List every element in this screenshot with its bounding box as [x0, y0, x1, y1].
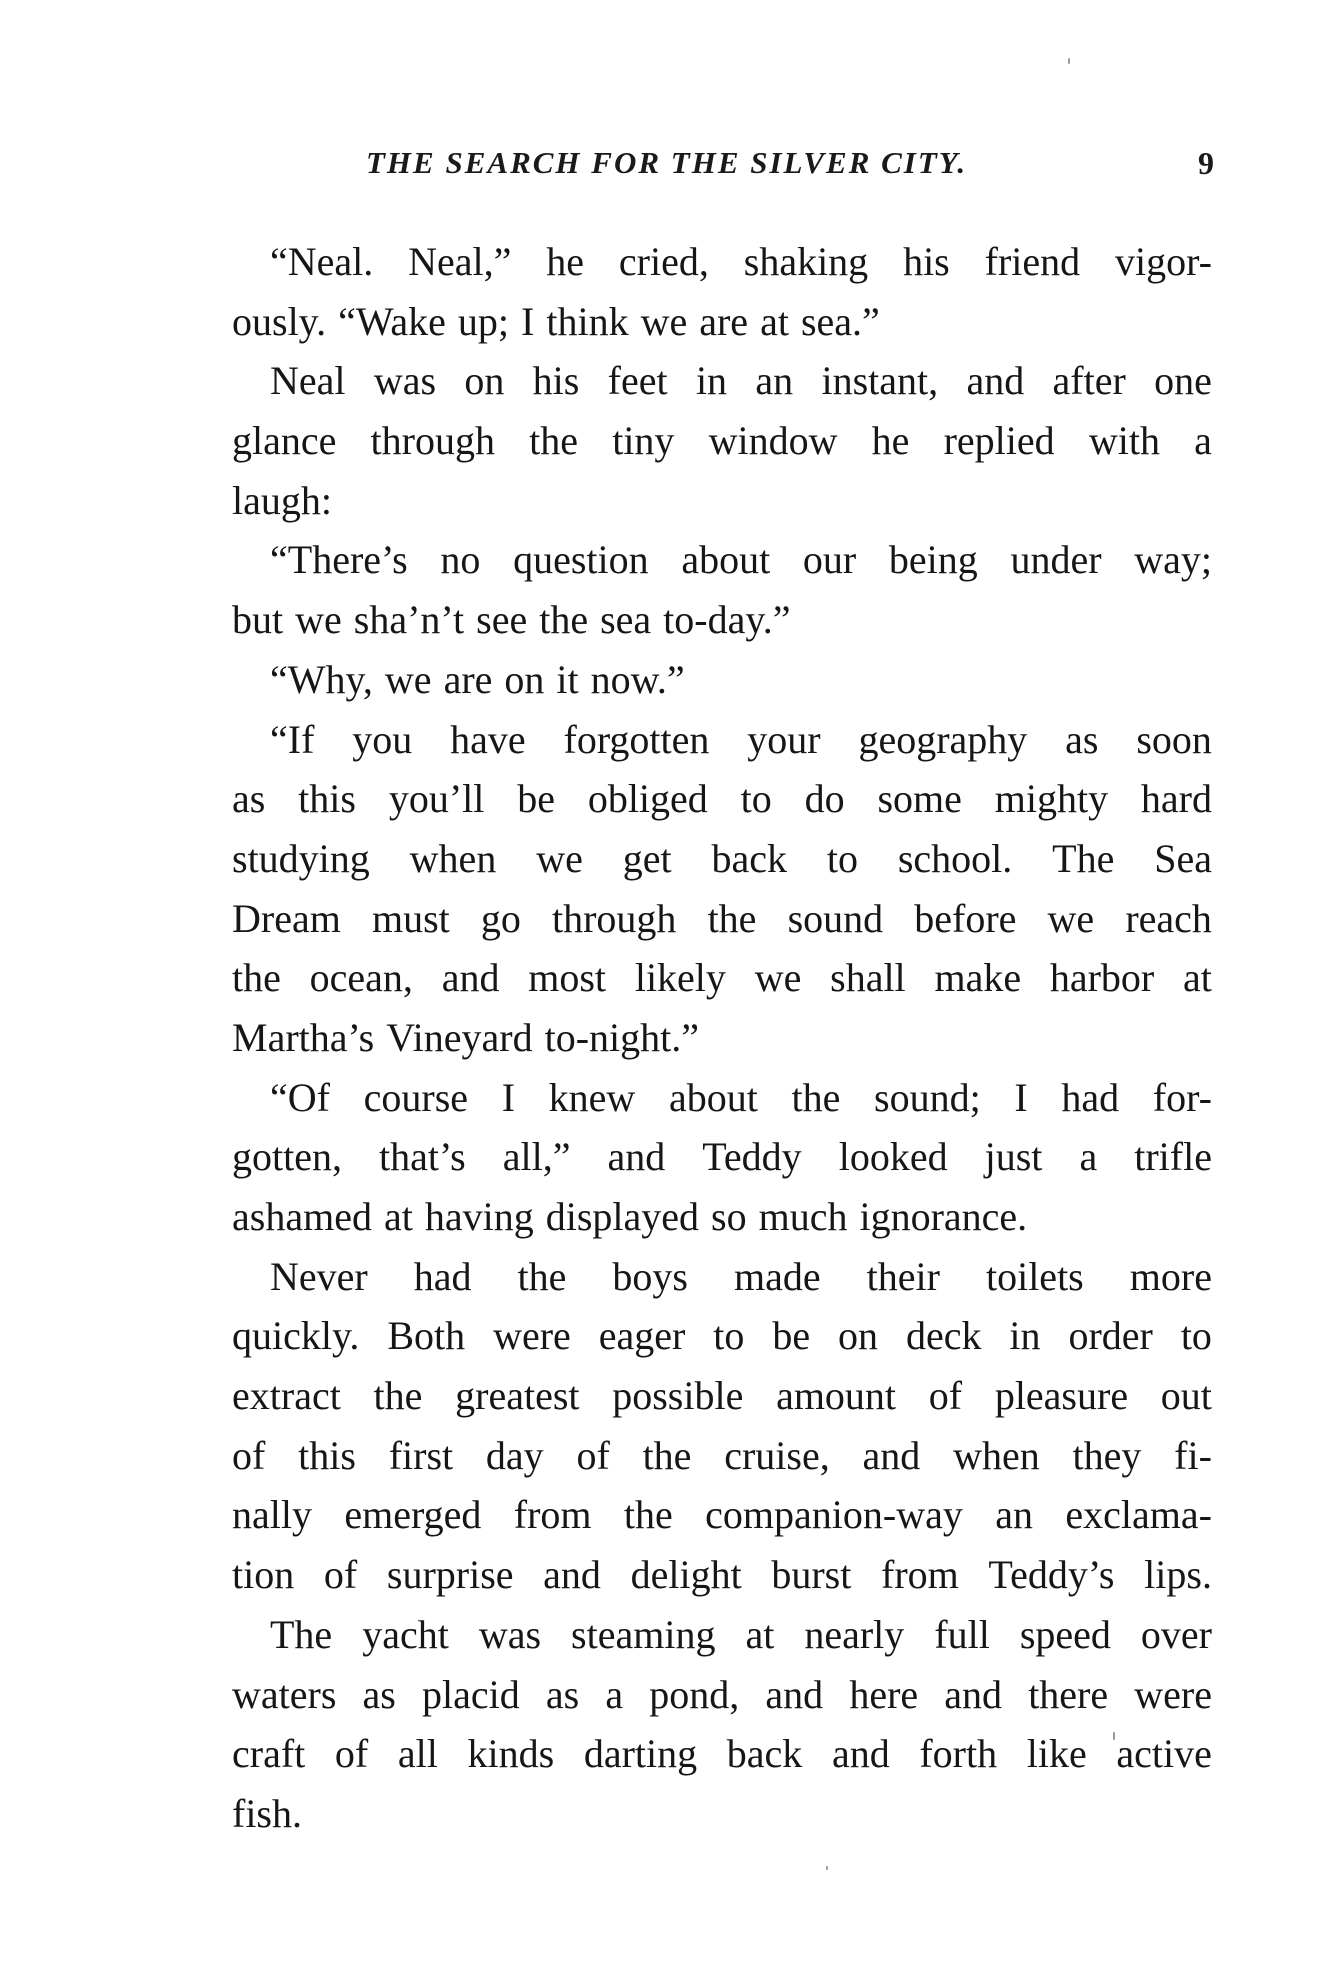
text-line [232, 889, 1212, 949]
word: like [1026, 1731, 1087, 1777]
word: question [513, 537, 649, 583]
word: lips. [1144, 1552, 1212, 1598]
word: to-night.” [544, 1014, 700, 1060]
text-line [232, 1724, 1212, 1784]
word: make [934, 955, 1022, 1001]
word: The [270, 1611, 333, 1657]
word: Teddy [702, 1134, 802, 1180]
word: sound [787, 895, 884, 941]
word: tiny [612, 418, 675, 464]
word: craft [232, 1731, 306, 1777]
word: his [532, 358, 580, 404]
word: under [1010, 537, 1102, 583]
word: emerged [344, 1492, 482, 1538]
word: greatest [455, 1373, 580, 1419]
word: after [1052, 358, 1126, 404]
word: fish. [232, 1790, 302, 1836]
word: I [501, 1074, 516, 1120]
text-line [232, 1545, 1212, 1605]
word: most [528, 955, 607, 1001]
word: more [1129, 1253, 1212, 1299]
word: friend [984, 239, 1081, 284]
word: see [476, 597, 528, 643]
word: in [1009, 1313, 1041, 1359]
word: at [383, 1194, 413, 1239]
text-line [232, 530, 1212, 590]
word: and [543, 1552, 601, 1598]
word: as [362, 1671, 396, 1717]
word: likely [634, 955, 726, 1001]
word: geography [858, 716, 1028, 762]
word: get [622, 835, 672, 881]
page-number: 9 [1198, 145, 1214, 181]
text-line [232, 1366, 1212, 1426]
word: toilets [985, 1253, 1084, 1299]
word: window [708, 418, 838, 464]
word: instant, [821, 358, 939, 404]
text-line [232, 292, 1212, 352]
word: displayed [545, 1194, 700, 1239]
word: when [953, 1432, 1040, 1478]
word: through [552, 895, 677, 941]
word: through [370, 418, 495, 464]
text-line [232, 829, 1212, 889]
word: shall [830, 955, 906, 1001]
word: over [1140, 1611, 1212, 1657]
word: cried, [618, 239, 709, 284]
word: this [298, 776, 356, 822]
word: we [384, 656, 432, 702]
word: replied [943, 418, 1055, 464]
text-line [232, 710, 1212, 770]
word: to [1180, 1313, 1212, 1359]
word: and [831, 1731, 890, 1777]
word: a [605, 1671, 624, 1717]
word: yacht [362, 1611, 449, 1657]
word: the [232, 955, 281, 1001]
word: course [363, 1074, 469, 1120]
text-line [232, 1247, 1212, 1307]
word: pond, [649, 1671, 740, 1717]
text-line [232, 471, 1212, 531]
word: we [640, 298, 688, 344]
word: forth [919, 1731, 998, 1777]
word: Martha’s [232, 1014, 375, 1060]
word: to [740, 776, 772, 822]
text-line [232, 232, 1212, 292]
word: so [711, 1194, 747, 1239]
word: a [1194, 418, 1212, 464]
word: we [536, 835, 583, 881]
text-line [232, 1426, 1212, 1486]
word: the [642, 1432, 692, 1478]
word: Neal,” [408, 239, 512, 284]
word: all,” [502, 1134, 571, 1180]
word: back [726, 1731, 803, 1777]
word: soon [1136, 716, 1212, 762]
word: exclama- [1065, 1492, 1212, 1538]
word: active [1116, 1731, 1212, 1777]
word: some [877, 776, 962, 822]
running-head [234, 145, 1214, 189]
word: vigor- [1115, 239, 1212, 284]
body-text [232, 232, 1212, 1844]
word: “Why, [270, 656, 373, 702]
word: in [695, 358, 728, 404]
word: one [1154, 358, 1212, 404]
word: companion-way [705, 1492, 963, 1538]
word: studying [232, 835, 370, 881]
word: forgotten [563, 716, 710, 762]
word: you [352, 716, 413, 762]
word: “There’s [270, 537, 408, 583]
word: we [1047, 895, 1095, 941]
word: an [995, 1492, 1034, 1538]
word: tion [232, 1552, 295, 1598]
word: sea [600, 597, 652, 643]
word: be [772, 1313, 811, 1359]
word: the [791, 1074, 841, 1120]
word: being [888, 537, 978, 583]
word: he [871, 418, 910, 464]
word: full [934, 1611, 990, 1657]
word: and [765, 1671, 824, 1717]
word: gotten, [232, 1134, 342, 1180]
word: out [1160, 1373, 1212, 1419]
word: as [232, 776, 266, 822]
word: order [1068, 1313, 1153, 1359]
word: Never [270, 1253, 368, 1299]
word: be [517, 776, 555, 822]
word: the [539, 597, 589, 643]
word: they [1072, 1432, 1142, 1478]
word: at [745, 1611, 775, 1657]
word: obliged [587, 776, 708, 822]
print-speck [1113, 1732, 1115, 1740]
word: that’s [379, 1134, 466, 1180]
word: ignorance. [859, 1194, 1028, 1239]
text-line [232, 1306, 1212, 1366]
word: shaking [743, 239, 869, 284]
word: surprise [386, 1552, 514, 1598]
word: burst [771, 1552, 852, 1598]
word: sha’n’t [353, 597, 465, 643]
word: hard [1140, 776, 1212, 822]
word: and [966, 358, 1025, 404]
word: your [747, 716, 821, 762]
word: as [545, 1671, 580, 1717]
word: of [334, 1731, 369, 1777]
text-line [232, 650, 1212, 710]
word: placid [422, 1671, 520, 1717]
word: a [1079, 1134, 1098, 1180]
word: the [623, 1492, 673, 1538]
word: have [450, 716, 526, 762]
print-speck [826, 1866, 828, 1870]
word: “Wake [338, 298, 446, 344]
word: mighty [994, 776, 1109, 822]
word: laugh: [232, 477, 332, 523]
word: no [440, 537, 481, 583]
word: and [944, 1671, 1003, 1717]
word: must [371, 895, 450, 941]
word: first [388, 1432, 454, 1478]
word: here [849, 1671, 919, 1717]
word: harbor [1049, 955, 1155, 1001]
text-line [232, 1127, 1212, 1187]
word: the [529, 418, 579, 464]
text-line [232, 1068, 1212, 1128]
word: trifle [1134, 1134, 1212, 1180]
text-line [232, 1187, 1212, 1247]
text-line [232, 1485, 1212, 1545]
word: “Of [270, 1074, 330, 1120]
word: The [1052, 835, 1115, 881]
word: kinds [467, 1731, 555, 1777]
word: from [513, 1492, 592, 1538]
word: Teddy’s [988, 1552, 1115, 1598]
word: of [232, 1432, 266, 1478]
word: Both [387, 1313, 466, 1359]
word: do [804, 776, 845, 822]
word: of [323, 1552, 358, 1598]
word: had [1061, 1074, 1120, 1120]
word: from [881, 1552, 959, 1598]
word: all [397, 1731, 438, 1777]
word: nally [232, 1492, 312, 1538]
word: to-day.” [663, 597, 791, 643]
word: Sea [1154, 835, 1212, 881]
word: back [711, 835, 787, 881]
word: you’ll [388, 776, 485, 822]
print-speck [1068, 58, 1070, 64]
word: sea.” [800, 298, 880, 344]
word: day [485, 1432, 544, 1478]
word: for- [1152, 1074, 1212, 1120]
word: on [464, 358, 505, 404]
word: Dream [232, 895, 341, 941]
word: deck [905, 1313, 982, 1359]
word: up; [457, 298, 510, 344]
word: are [699, 298, 749, 344]
word: way; [1134, 537, 1212, 583]
word: the [707, 895, 757, 941]
word: darting [583, 1731, 698, 1777]
word: made [734, 1253, 821, 1299]
text-line [232, 1665, 1212, 1725]
word: and [607, 1134, 666, 1180]
word: feet [607, 358, 668, 404]
word: their [866, 1253, 940, 1299]
word: our [802, 537, 857, 583]
word: had [413, 1253, 472, 1299]
word: Vineyard [386, 1014, 533, 1060]
word: we [295, 597, 342, 643]
word: just [984, 1134, 1043, 1180]
word: we [754, 955, 802, 1001]
word: about [668, 1074, 758, 1120]
word: and [862, 1432, 921, 1478]
word: reach [1125, 895, 1212, 941]
word: he [546, 239, 585, 284]
word: sound; [874, 1074, 981, 1120]
text-line [232, 411, 1212, 471]
text-line [232, 590, 1212, 650]
word: “Neal. [270, 239, 374, 284]
word: it [556, 656, 579, 702]
word: when [409, 835, 497, 881]
running-title: THE SEARCH FOR THE SILVER CITY. [366, 145, 968, 180]
word: go [480, 895, 521, 941]
word: I [1014, 1074, 1028, 1120]
word: pleasure [994, 1373, 1129, 1419]
word: ashamed [232, 1194, 372, 1239]
word: on [504, 656, 545, 702]
text-line [232, 948, 1212, 1008]
word: waters [232, 1671, 337, 1717]
word: were [1134, 1671, 1212, 1717]
word: looked [838, 1134, 948, 1180]
word: at [1183, 955, 1212, 1001]
text-line [232, 1784, 1212, 1844]
word: amount [776, 1373, 897, 1419]
word: his [903, 239, 950, 284]
text-line [232, 1605, 1212, 1665]
word: about [681, 537, 771, 583]
word: glance [232, 418, 337, 464]
text-line [232, 351, 1212, 411]
word: fi- [1174, 1432, 1212, 1478]
word: were [493, 1313, 571, 1359]
word: the [373, 1373, 423, 1419]
word: there [1028, 1671, 1109, 1717]
word: now.” [590, 656, 685, 702]
word: having [424, 1194, 534, 1239]
word: think [546, 298, 629, 344]
word: knew [548, 1074, 636, 1120]
word: school. [897, 835, 1013, 881]
word: nearly [804, 1611, 905, 1657]
word: the [517, 1253, 567, 1299]
word: and [441, 955, 500, 1001]
word: to [826, 835, 858, 881]
word: boys [612, 1253, 688, 1299]
word: at [760, 298, 789, 344]
word: I [521, 298, 535, 344]
word: was [373, 358, 437, 404]
text-line [232, 769, 1212, 829]
word: ocean, [309, 955, 413, 1001]
word: of [576, 1432, 610, 1478]
word: was [478, 1611, 542, 1657]
word: eager [598, 1313, 686, 1359]
word: an [755, 358, 794, 404]
word: steaming [571, 1611, 716, 1657]
word: but [232, 597, 284, 643]
word: are [443, 656, 493, 702]
word: Neal [270, 358, 346, 404]
word: “If [270, 716, 315, 762]
word: this [298, 1432, 356, 1478]
word: cruise, [724, 1432, 830, 1478]
word: to [713, 1313, 745, 1359]
text-line [232, 1008, 1212, 1068]
word: before [914, 895, 1017, 941]
word: with [1088, 418, 1160, 464]
word: much [758, 1194, 848, 1239]
word: delight [630, 1552, 742, 1598]
word: possible [612, 1373, 744, 1419]
word: on [838, 1313, 879, 1359]
word: as [1065, 716, 1099, 762]
word: quickly. [232, 1313, 360, 1359]
word: extract [232, 1373, 341, 1419]
word: of [928, 1373, 963, 1419]
word: speed [1019, 1611, 1111, 1657]
word: ously. [232, 298, 327, 344]
